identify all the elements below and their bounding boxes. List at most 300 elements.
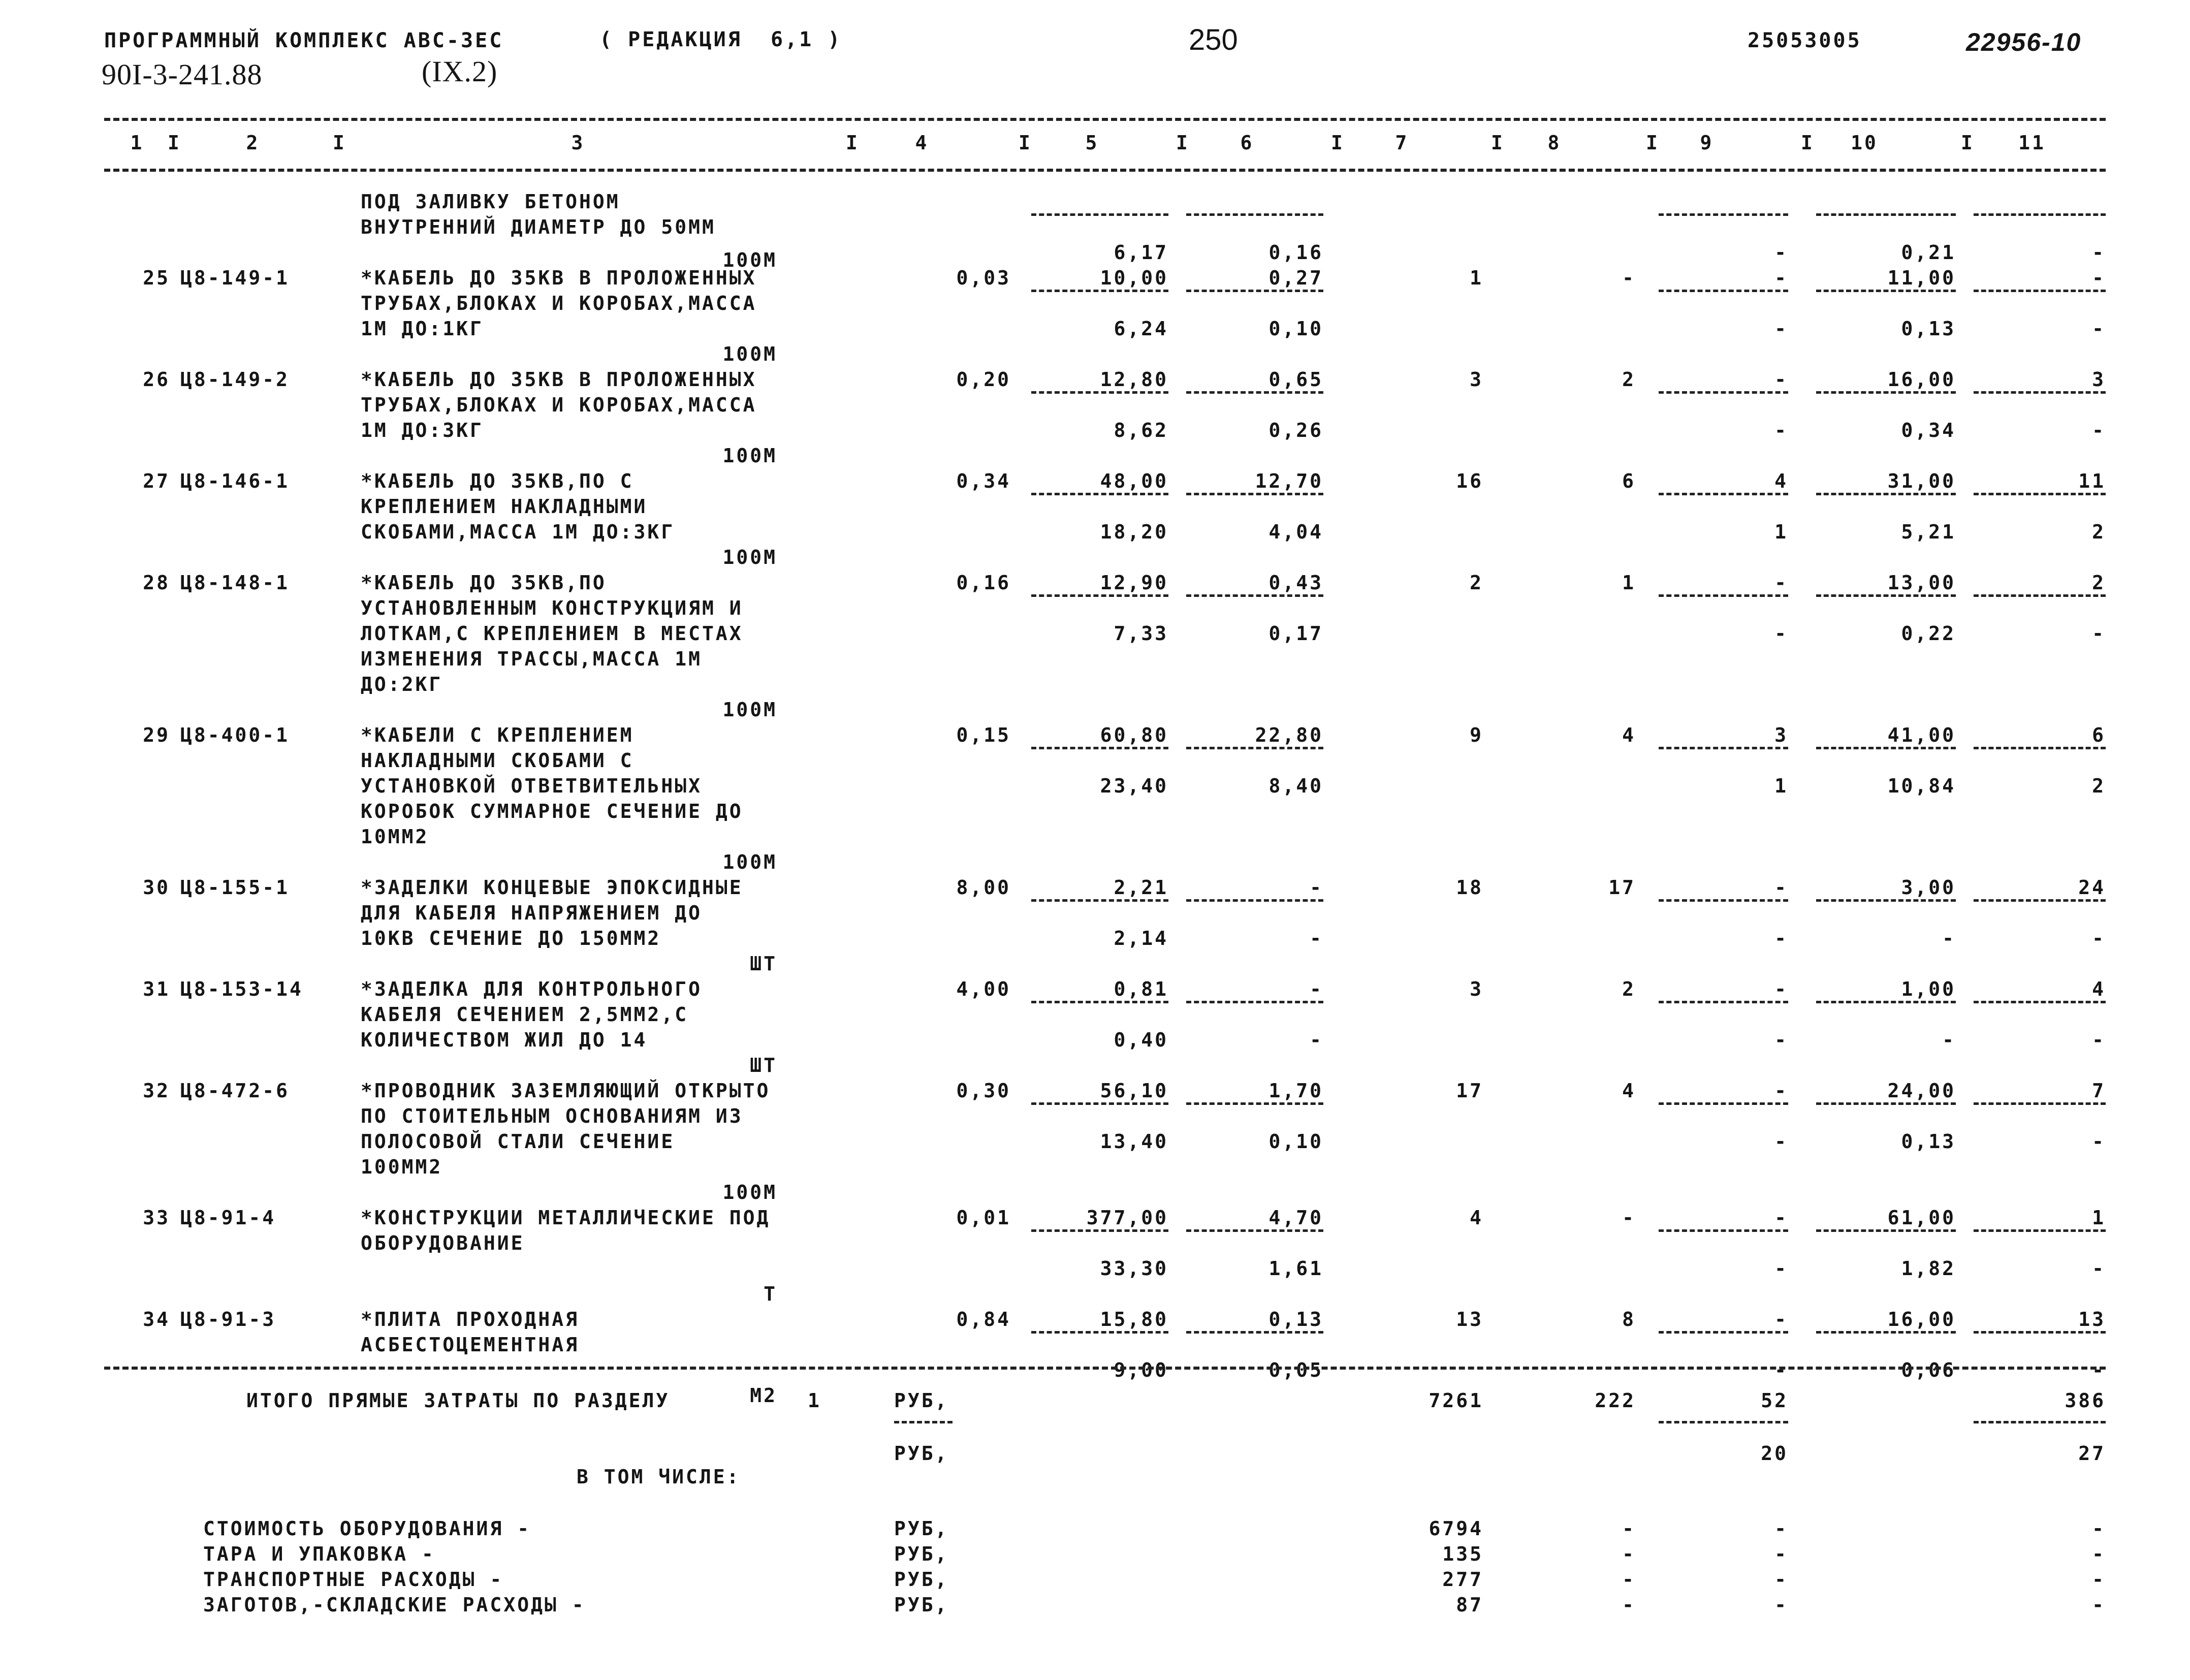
cell-divider (1816, 391, 1956, 394)
item-description-line: УСТАНОВКОЙ ОТВЕТВИТЕЛЬНЫХ (361, 775, 702, 797)
cell-c10: 13,00 (1887, 572, 1956, 594)
cell-divider (1659, 1229, 1788, 1232)
cell-divider (1186, 747, 1323, 749)
item-description-line: 1М ДО:1КГ (361, 318, 484, 340)
cell-c5-lower: 33,30 (1100, 1257, 1168, 1280)
cell-c10: 61,00 (1887, 1207, 1956, 1229)
column-number-9: 9 (1700, 132, 1714, 154)
cell-c5: 48,00 (1100, 470, 1168, 492)
cell-divider (1659, 594, 1788, 597)
item-number: 30 (143, 876, 170, 899)
cell-c6: 0,13 (1268, 1308, 1323, 1330)
cell-c5-lower: 23,40 (1100, 775, 1168, 797)
breakdown-col9: - (1774, 1517, 1788, 1540)
item-description-line: 100ММ2 (361, 1156, 443, 1178)
cell-c11: 1 (2092, 1207, 2106, 1229)
totals-divider (894, 1421, 953, 1423)
cell-c5: 12,80 (1100, 368, 1168, 391)
item-description-line: *ПРОВОДНИК ЗАЗЕМЛЯЮЩИЙ ОТКРЫТО (361, 1080, 771, 1102)
breakdown-col11: - (2092, 1594, 2106, 1616)
column-number-8: 8 (1547, 132, 1562, 154)
totals-unit-second: РУБ, (894, 1442, 949, 1465)
column-separator: I (1491, 132, 1505, 154)
item-code: Ц8-153-14 (180, 978, 303, 1000)
column-number-10: 10 (1851, 132, 1878, 154)
cell-divider (1186, 1229, 1323, 1232)
cell-divider (1031, 1331, 1168, 1334)
section-label: (IX.2) (422, 55, 498, 88)
cell-c8: 17 (1608, 876, 1636, 899)
cell-c9: 3 (1774, 724, 1788, 746)
cell-c6: 22,80 (1255, 724, 1323, 746)
cell-c10-lower: - (1942, 1029, 1956, 1051)
cell-c9-lower: - (1774, 318, 1788, 340)
item-description-line: *ЗАДЕЛКА ДЛЯ КОНТРОЛЬНОГО (361, 978, 702, 1000)
cell-c10: 41,00 (1887, 724, 1956, 746)
cell-c4: 0,15 (956, 724, 1011, 746)
item-description-line: КОРОБОК СУММАРНОЕ СЕЧЕНИЕ ДО (361, 800, 743, 822)
item-code: Ц8-400-1 (180, 724, 290, 746)
totals-col9: 52 (1761, 1389, 1788, 1412)
breakdown-col8: - (1622, 1568, 1636, 1591)
item-description-line: ОБОРУДОВАНИЕ (361, 1232, 525, 1254)
cell-c11-lower: - (2092, 241, 2106, 264)
totals-rule (104, 1367, 2106, 1370)
cell-divider (1974, 493, 2106, 495)
item-description-line: ТРУБАХ,БЛОКАХ И КОРОБАХ,МАССА (361, 292, 757, 314)
cell-divider (1974, 391, 2106, 394)
cell-divider (1659, 899, 1788, 902)
cell-c9-lower: - (1774, 241, 1788, 264)
item-unit: 100М (722, 699, 777, 721)
cell-c11-lower: 2 (2092, 521, 2106, 543)
cell-c9-lower: - (1774, 927, 1788, 949)
cell-c10-lower: 0,13 (1901, 318, 1956, 340)
item-code: Ц8-472-6 (180, 1080, 290, 1102)
cell-c10-lower: - (1942, 927, 1956, 949)
cell-c5-lower: 18,20 (1100, 521, 1168, 543)
cell-c11-lower: - (2092, 1257, 2106, 1280)
item-number: 34 (143, 1308, 170, 1330)
cell-c6: 0,65 (1268, 368, 1323, 391)
cell-c9: - (1774, 876, 1788, 899)
cell-c5: 0,81 (1114, 978, 1168, 1000)
cell-c10: 31,00 (1887, 470, 1956, 492)
cell-c10-lower: 0,06 (1901, 1359, 1956, 1381)
item-code: Ц8-148-1 (180, 572, 290, 594)
cell-c10: 16,00 (1887, 1308, 1956, 1330)
breakdown-col9: - (1774, 1543, 1788, 1565)
breakdown-label: ТАРА И УПАКОВКА - (203, 1543, 435, 1565)
breakdown-col7: 87 (1456, 1594, 1483, 1616)
item-description-line: *КАБЕЛЬ ДО 35КВ,ПО С (361, 470, 634, 492)
cell-c11-lower: 2 (2092, 775, 2106, 797)
breakdown-unit: РУБ, (894, 1594, 949, 1616)
cell-c4: 0,34 (956, 470, 1011, 492)
cell-c10-lower: 0,34 (1901, 419, 1956, 441)
breakdown-unit: РУБ, (894, 1543, 949, 1565)
totals-divider (1659, 1421, 1788, 1423)
cell-c5-lower: 0,40 (1114, 1029, 1168, 1051)
cell-divider (1659, 747, 1788, 749)
item-description-line: *КОНСТРУКЦИИ МЕТАЛЛИЧЕСКИЕ ПОД (361, 1207, 771, 1229)
cell-divider (1816, 899, 1956, 902)
cell-c7: 16 (1456, 470, 1483, 492)
cell-c6-lower: 0,10 (1268, 1130, 1323, 1153)
totals-col11: 386 (2065, 1389, 2106, 1412)
column-number-2: 2 (246, 132, 260, 154)
column-number-5: 5 (1085, 132, 1099, 154)
totals-label: ИТОГО ПРЯМЫЕ ЗАТРАТЫ ПО РАЗДЕЛУ (246, 1389, 670, 1412)
cell-c5: 60,80 (1100, 724, 1168, 746)
cell-divider (1659, 391, 1788, 394)
page-number: 250 (1189, 23, 1238, 56)
cell-c5-lower: 9,00 (1114, 1359, 1168, 1381)
cell-c9-lower: - (1774, 1257, 1788, 1280)
breakdown-label: ТРАНСПОРТНЫЕ РАСХОДЫ - (203, 1568, 504, 1591)
cell-c6: 1,70 (1268, 1080, 1323, 1102)
cell-c4: 0,30 (956, 1080, 1011, 1102)
cell-c6-lower: 0,16 (1268, 241, 1323, 264)
cell-c8: 4 (1622, 1080, 1636, 1102)
cell-c11-lower: - (2092, 927, 2106, 949)
cell-divider (1816, 290, 1956, 292)
item-description-line: ПОД ЗАЛИВКУ БЕТОНОМ (361, 191, 620, 213)
item-unit: ШТ (750, 1054, 777, 1076)
item-unit: ШТ (750, 953, 777, 975)
item-description-line: СКОБАМИ,МАССА 1М ДО:3КГ (361, 521, 675, 543)
cell-divider (1031, 1102, 1168, 1105)
item-description-line: ПО СТОИТЕЛЬНЫМ ОСНОВАНИЯМ ИЗ (361, 1105, 743, 1127)
cell-divider (1974, 899, 2106, 902)
cell-divider (1186, 290, 1323, 292)
cell-divider (1186, 594, 1323, 597)
item-unit: 100М (722, 851, 777, 873)
cell-c9: - (1774, 572, 1788, 594)
cell-c10: 16,00 (1887, 368, 1956, 391)
cell-c11-lower: - (2092, 1130, 2106, 1153)
breakdown-col9: - (1774, 1568, 1788, 1591)
item-description-line: ПОЛОСОВОЙ СТАЛИ СЕЧЕНИЕ (361, 1130, 675, 1153)
cell-divider (1816, 747, 1956, 749)
cell-c10: 24,00 (1887, 1080, 1956, 1102)
cell-c4: 0,84 (956, 1308, 1011, 1330)
cell-c5: 12,90 (1100, 572, 1168, 594)
item-unit: 100М (722, 445, 777, 467)
document-code: 25053005 (1748, 29, 1862, 52)
column-number-1: 1 (130, 132, 144, 154)
cell-c6-lower: - (1310, 927, 1323, 949)
cell-c10-lower: 0,21 (1901, 241, 1956, 264)
breakdown-col8: - (1622, 1594, 1636, 1616)
cell-c11: 13 (2078, 1308, 2106, 1330)
item-unit: 100М (722, 249, 777, 271)
cell-divider (1816, 213, 1956, 216)
column-separator: I (846, 132, 860, 154)
cell-c8: 2 (1622, 368, 1636, 391)
item-description-line: КОЛИЧЕСТВОМ ЖИЛ ДО 14 (361, 1029, 648, 1051)
item-description-line: НАКЛАДНЫМИ СКОБАМИ С (361, 749, 634, 772)
cell-c9-lower: - (1774, 419, 1788, 441)
item-code: Ц8-149-2 (180, 368, 290, 391)
totals-col7: 7261 (1429, 1389, 1483, 1412)
cell-divider (1186, 899, 1323, 902)
item-number: 29 (143, 724, 170, 746)
column-number-3: 3 (571, 132, 585, 154)
item-code: Ц8-146-1 (180, 470, 290, 492)
breakdown-col8: - (1622, 1517, 1636, 1540)
cell-c11-lower: - (2092, 622, 2106, 645)
cell-divider (1031, 899, 1168, 902)
including-heading: В ТОМ ЧИСЛЕ: (577, 1466, 741, 1488)
cell-c6: 0,43 (1268, 572, 1323, 594)
item-unit: 100М (722, 546, 777, 568)
item-number: 25 (143, 267, 170, 289)
cell-c6: - (1310, 978, 1323, 1000)
breakdown-col7: 277 (1442, 1568, 1483, 1591)
cell-divider (1186, 391, 1323, 394)
breakdown-col9: - (1774, 1594, 1788, 1616)
cell-divider (1031, 391, 1168, 394)
cell-c10-lower: 0,22 (1901, 622, 1956, 645)
cell-c11: 3 (2092, 368, 2106, 391)
totals-col11-second: 27 (2078, 1442, 2106, 1465)
column-separator: I (168, 132, 181, 154)
cell-divider (1816, 1102, 1956, 1105)
cell-divider (1974, 213, 2106, 216)
item-unit: М2 (750, 1384, 777, 1407)
cell-c4: 0,03 (956, 267, 1011, 289)
item-description-line: 10КВ СЕЧЕНИЕ ДО 150ММ2 (361, 927, 661, 949)
cell-c8: - (1622, 1207, 1636, 1229)
cell-c4: 4,00 (956, 978, 1011, 1000)
cell-divider (1031, 290, 1168, 292)
cell-c10-lower: 10,84 (1887, 775, 1956, 797)
cell-divider (1031, 1001, 1168, 1003)
cell-c6-lower: 0,05 (1268, 1359, 1323, 1381)
cell-divider (1974, 1102, 2106, 1105)
item-number: 26 (143, 368, 170, 391)
cell-c8: 1 (1622, 572, 1636, 594)
cell-c10: 3,00 (1901, 876, 1956, 899)
cell-c8: 2 (1622, 978, 1636, 1000)
cell-c10-lower: 1,82 (1901, 1257, 1956, 1280)
cell-c5-lower: 6,24 (1114, 318, 1168, 340)
cell-c4: 8,00 (956, 876, 1011, 899)
cell-c11: 4 (2092, 978, 2106, 1000)
cell-c5-lower: 7,33 (1114, 622, 1168, 645)
item-description-line: *КАБЕЛИ С КРЕПЛЕНИЕМ (361, 724, 634, 746)
cell-c9-lower: - (1774, 622, 1788, 645)
item-description-line: ДО:2КГ (361, 673, 443, 695)
item-description-line: ТРУБАХ,БЛОКАХ И КОРОБАХ,МАССА (361, 394, 757, 416)
item-code: Ц8-155-1 (180, 876, 290, 899)
item-description-line: *КАБЕЛЬ ДО 35КВ В ПРОЛОЖЕННЫХ (361, 267, 757, 289)
cell-divider (1659, 1001, 1788, 1003)
cell-c5: 10,00 (1100, 267, 1168, 289)
cell-divider (1816, 1001, 1956, 1003)
cell-c10-lower: 5,21 (1901, 521, 1956, 543)
cell-c10: 1,00 (1901, 978, 1956, 1000)
cell-c9: - (1774, 978, 1788, 1000)
cell-c11-lower: - (2092, 318, 2106, 340)
totals-unit: РУБ, (894, 1389, 949, 1412)
cell-c4: 0,01 (956, 1207, 1011, 1229)
cell-divider (1031, 594, 1168, 597)
item-description-line: *ПЛИТА ПРОХОДНАЯ (361, 1308, 580, 1330)
cell-divider (1659, 1331, 1788, 1334)
column-separator: I (1331, 132, 1345, 154)
breakdown-label: ЗАГОТОВ,-СКЛАДСКИЕ РАСХОДЫ - (203, 1594, 586, 1616)
cell-divider (1974, 290, 2106, 292)
cell-c7: 18 (1456, 876, 1483, 899)
cell-c4: 0,20 (956, 368, 1011, 391)
cell-divider (1974, 1229, 2106, 1232)
cell-divider (1186, 1102, 1323, 1105)
breakdown-unit: РУБ, (894, 1517, 949, 1540)
cell-c7: 4 (1470, 1207, 1483, 1229)
cell-c6-lower: 4,04 (1268, 521, 1323, 543)
item-code: Ц8-149-1 (180, 267, 290, 289)
cell-c5-lower: 13,40 (1100, 1130, 1168, 1153)
cell-c7: 9 (1470, 724, 1483, 746)
cell-c4: 0,16 (956, 572, 1011, 594)
cell-c9: - (1774, 1207, 1788, 1229)
cell-c11: 7 (2092, 1080, 2106, 1102)
cell-divider (1186, 493, 1323, 495)
cell-divider (1974, 1331, 2106, 1334)
cell-c8: 8 (1622, 1308, 1636, 1330)
edition-label: ( РЕДАКЦИЯ 6,1 ) (599, 28, 842, 51)
column-number-11: 11 (2018, 132, 2046, 154)
cell-c9-lower: - (1774, 1359, 1788, 1381)
item-description-line: КРЕПЛЕНИЕМ НАКЛАДНЫМИ (361, 495, 648, 518)
cell-c6-lower: 0,26 (1268, 419, 1323, 441)
cell-c11: 6 (2092, 724, 2106, 746)
column-separator: I (1646, 132, 1660, 154)
item-description-line: УСТАНОВЛЕННЫМ КОНСТРУКЦИЯМ И (361, 597, 743, 619)
item-description-line: ВНУТРЕННИЙ ДИАМЕТР ДО 50ММ (361, 216, 716, 238)
item-code: Ц8-91-3 (180, 1308, 276, 1330)
cell-c7: 2 (1470, 572, 1483, 594)
cell-divider (1031, 493, 1168, 495)
cell-c11: 24 (2078, 876, 2106, 899)
breakdown-col11: - (2092, 1517, 2106, 1540)
cell-c11: - (2092, 267, 2106, 289)
cell-divider (1974, 594, 2106, 597)
breakdown-unit: РУБ, (894, 1568, 949, 1591)
cell-c9: - (1774, 267, 1788, 289)
cell-c6: 4,70 (1268, 1207, 1323, 1229)
cell-c10: 11,00 (1887, 267, 1956, 289)
column-number-6: 6 (1240, 132, 1254, 154)
item-unit: 100М (722, 343, 777, 365)
header-rule-top (104, 118, 2106, 121)
cell-divider (1974, 747, 2106, 749)
cell-c5-lower: 2,14 (1114, 927, 1168, 949)
project-number: 90I-3-241.88 (102, 58, 263, 91)
cell-c6: 12,70 (1255, 470, 1323, 492)
cell-c6: - (1310, 876, 1323, 899)
cell-divider (1031, 213, 1168, 216)
cell-c9: 4 (1774, 470, 1788, 492)
item-description-line: *КАБЕЛЬ ДО 35КВ В ПРОЛОЖЕННЫХ (361, 368, 757, 391)
cell-c9-lower: 1 (1774, 775, 1788, 797)
cell-c9: - (1774, 368, 1788, 391)
cell-divider (1659, 493, 1788, 495)
cell-c11: 2 (2092, 572, 2106, 594)
cell-divider (1186, 1331, 1323, 1334)
item-description-line: 1М ДО:3КГ (361, 419, 484, 441)
program-title: ПРОГРАММНЫЙ КОМПЛЕКС АВС-3ЕС (104, 29, 504, 52)
item-description-line: ДЛЯ КАБЕЛЯ НАПРЯЖЕНИЕМ ДО (361, 902, 702, 924)
cell-c8: 6 (1622, 470, 1636, 492)
item-description-line: КАБЕЛЯ СЕЧЕНИЕМ 2,5ММ2,С (361, 1003, 689, 1026)
header-rule-bottom (104, 169, 2106, 172)
breakdown-col8: - (1622, 1543, 1636, 1565)
cell-c6-lower: 1,61 (1268, 1257, 1323, 1280)
cell-divider (1659, 290, 1788, 292)
cell-c9-lower: - (1774, 1029, 1788, 1051)
cell-c6-lower: 8,40 (1268, 775, 1323, 797)
breakdown-col11: - (2092, 1568, 2106, 1591)
cell-c10-lower: 0,13 (1901, 1130, 1956, 1153)
document-number: 22956-10 (1966, 28, 2082, 56)
cell-divider (1659, 213, 1788, 216)
item-number: 27 (143, 470, 170, 492)
cell-divider (1816, 594, 1956, 597)
item-description-line: *ЗАДЕЛКИ КОНЦЕВЫЕ ЭПОКСИДНЫЕ (361, 876, 743, 899)
item-code: Ц8-91-4 (180, 1207, 276, 1229)
cell-c5: 377,00 (1086, 1207, 1168, 1229)
cell-c6-lower: - (1310, 1029, 1323, 1051)
cell-c9-lower: 1 (1774, 521, 1788, 543)
totals-col8: 222 (1595, 1389, 1636, 1412)
item-description-line: ЛОТКАМ,С КРЕПЛЕНИЕМ В МЕСТАХ (361, 622, 743, 645)
breakdown-col11: - (2092, 1543, 2106, 1565)
cell-c5: 2,21 (1114, 876, 1168, 899)
item-unit: Т (764, 1283, 777, 1305)
item-description-line: АСБЕСТОЦЕМЕНТНАЯ (361, 1334, 580, 1356)
column-separator: I (1019, 132, 1032, 154)
cell-divider (1816, 1229, 1956, 1232)
item-number: 33 (143, 1207, 170, 1229)
column-number-7: 7 (1395, 132, 1409, 154)
column-separator: I (1176, 132, 1190, 154)
cell-divider (1186, 213, 1323, 216)
cell-c11-lower: - (2092, 419, 2106, 441)
cell-c9: - (1774, 1308, 1788, 1330)
cell-c7: 3 (1470, 368, 1483, 391)
cell-divider (1816, 493, 1956, 495)
cell-c9-lower: - (1774, 1130, 1788, 1153)
cell-c7: 1 (1470, 267, 1483, 289)
cell-c8: 4 (1622, 724, 1636, 746)
cell-divider (1031, 1229, 1168, 1232)
cell-divider (1974, 1001, 2106, 1003)
cell-c7: 3 (1470, 978, 1483, 1000)
cell-divider (1816, 1331, 1956, 1334)
cell-divider (1659, 1102, 1788, 1105)
item-unit: 100М (722, 1181, 777, 1203)
cell-c5: 15,80 (1100, 1308, 1168, 1330)
column-separator: I (333, 132, 346, 154)
cell-c5-lower: 6,17 (1114, 241, 1168, 264)
breakdown-col7: 6794 (1429, 1517, 1483, 1540)
column-separator: I (1961, 132, 1975, 154)
item-description-line: 10ММ2 (361, 826, 429, 848)
totals-divider (1974, 1421, 2106, 1423)
